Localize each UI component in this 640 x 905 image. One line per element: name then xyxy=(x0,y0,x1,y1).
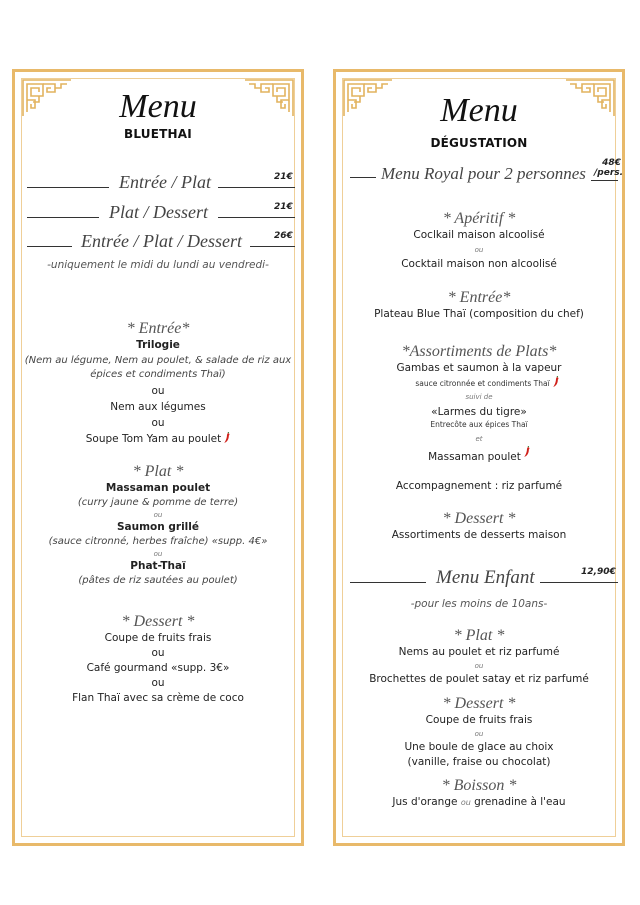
formula-price: 21€ xyxy=(274,202,293,212)
item-description xyxy=(336,376,622,389)
divider-line xyxy=(591,180,618,181)
menu-item xyxy=(336,795,622,810)
or-separator: ou xyxy=(153,511,163,519)
connector-text: suivi de xyxy=(465,393,493,401)
menu-script-title: Menu xyxy=(440,92,518,129)
section-title: * Boisson * xyxy=(441,777,517,794)
formula-row xyxy=(15,172,301,194)
menu-item-label: Soupe Tom Yam au poulet xyxy=(85,433,222,445)
side-dish: Accompagnement : riz parfumé xyxy=(395,480,563,492)
formula-price: 21€ xyxy=(274,172,293,182)
section-title: *Assortiments de Plats* xyxy=(401,343,557,360)
item-description: (pâtes de riz sautées au poulet) xyxy=(78,575,238,586)
menu-subtitle: DÉGUSTATION xyxy=(430,136,528,150)
formula-price: 26€ xyxy=(274,231,293,241)
section-title: * Dessert * xyxy=(442,510,516,527)
formula-row xyxy=(15,231,301,253)
divider-line xyxy=(27,187,109,188)
drink-option: grenadine à l'eau xyxy=(474,796,566,808)
formula-row xyxy=(15,202,301,224)
menu-script-title: Menu xyxy=(119,88,197,125)
royal-menu-label: Menu Royal pour 2 personnes xyxy=(381,164,586,183)
section-title: * Apéritif * xyxy=(442,210,516,227)
chili-pepper-icon xyxy=(553,376,559,387)
divider-line xyxy=(250,246,295,247)
section-title: * Plat * xyxy=(132,463,184,480)
royal-menu-price xyxy=(594,158,623,178)
menu-item: Coupe de fruits frais xyxy=(104,632,212,644)
availability-note: -uniquement le midi du lundi au vendredi- xyxy=(47,259,269,271)
or-separator: ou xyxy=(460,798,471,807)
menu-item: Cocktail maison non alcoolisé xyxy=(401,258,557,270)
divider-line xyxy=(350,177,376,178)
menu-item xyxy=(336,446,622,465)
or-separator: ou xyxy=(151,677,165,689)
kids-menu-note: -pour les moins de 10ans- xyxy=(410,598,548,610)
price-amount: 48€ xyxy=(602,158,621,168)
menu-item: Flan Thaï avec sa crème de coco xyxy=(72,692,244,704)
menu-bluethai-panel xyxy=(12,69,304,846)
drink-option: Jus d'orange xyxy=(392,796,458,808)
kids-boisson-section xyxy=(336,777,622,810)
chili-pepper-icon xyxy=(524,446,530,457)
or-separator: ou xyxy=(474,662,484,670)
menu-item: Trilogie xyxy=(136,339,180,351)
divider-line xyxy=(218,187,295,188)
kids-plat-section xyxy=(336,627,622,687)
menu-item: Gambas et saumon à la vapeur xyxy=(396,362,562,374)
price-unit: /pers. xyxy=(594,168,624,178)
formula-label: Entrée / Plat xyxy=(119,172,211,192)
menu-item: Assortiments de desserts maison xyxy=(391,529,567,541)
section-title: * Dessert * xyxy=(121,613,195,630)
menu-item: (vanille, fraise ou chocolat) xyxy=(407,756,551,768)
plat-section xyxy=(15,463,301,588)
or-separator: ou xyxy=(151,417,165,429)
menu-item: Phat-Thaï xyxy=(130,560,186,572)
dessert-section xyxy=(15,613,301,706)
menu-item-label: Massaman poulet xyxy=(428,451,521,463)
menu-item: Brochettes de poulet satay et riz parfumé xyxy=(369,673,589,685)
or-separator: ou xyxy=(474,730,484,738)
formula-label: Entrée / Plat / Dessert xyxy=(81,231,242,251)
section-title: * Dessert * xyxy=(442,695,516,712)
kids-menu-label: Menu Enfant xyxy=(436,567,535,588)
menu-item: Coupe de fruits frais xyxy=(425,714,533,726)
or-separator: ou xyxy=(153,550,163,558)
entree-section xyxy=(15,320,301,447)
menu-subtitle: BLUETHAI xyxy=(124,127,192,141)
divider-line xyxy=(540,582,618,583)
or-separator: ou xyxy=(151,385,165,397)
royal-menu-row xyxy=(336,158,624,186)
chili-pepper-icon xyxy=(224,432,230,443)
item-description: (curry jaune & pomme de terre) xyxy=(77,497,239,508)
kids-menu-price: 12,90€ xyxy=(581,567,616,577)
divider-line xyxy=(218,217,295,218)
formula-label: Plat / Dessert xyxy=(109,202,208,222)
menu-item: Coclkail maison alcoolisé xyxy=(413,229,545,241)
item-description: (sauce citronné, herbes fraîche) «supp. 4€» xyxy=(48,536,268,547)
divider-line xyxy=(350,582,426,583)
plats-section xyxy=(336,343,622,494)
menu-degustation-panel xyxy=(333,69,625,846)
menu-item: Café gourmand «supp. 3€» xyxy=(86,662,230,674)
connector-text: et xyxy=(475,435,483,443)
menu-item: Nems au poulet et riz parfumé xyxy=(398,646,560,658)
entree-section xyxy=(336,289,622,322)
divider-line xyxy=(27,217,99,218)
section-title: * Entrée* xyxy=(447,289,511,306)
section-title: * Entrée* xyxy=(126,320,190,337)
kids-dessert-section xyxy=(336,695,622,770)
menu-item: Massaman poulet xyxy=(105,482,211,494)
item-description: Entrecôte aux épices Thaï xyxy=(430,420,528,429)
menu-item: Saumon grillé xyxy=(116,521,200,533)
item-description-text: sauce citronnée et condiments Thaï xyxy=(415,379,550,388)
menu-item: Plateau Blue Thaï (composition du chef) xyxy=(374,308,584,320)
aperitif-section xyxy=(336,210,622,272)
or-separator: ou xyxy=(474,246,484,254)
menu-item: Une boule de glace au choix xyxy=(404,741,554,753)
menu-item: Nem aux légumes xyxy=(110,401,206,413)
menu-item xyxy=(15,432,301,447)
dessert-section xyxy=(336,510,622,543)
kids-menu-row xyxy=(336,567,622,589)
item-description: épices et condiments Thaï) xyxy=(90,369,226,380)
item-description: (Nem au légume, Nem au poulet, & salade de riz aux xyxy=(24,355,292,366)
menu-item: «Larmes du tigre» xyxy=(431,406,527,418)
or-separator: ou xyxy=(151,647,165,659)
divider-line xyxy=(27,246,72,247)
section-title: * Plat * xyxy=(453,627,505,644)
